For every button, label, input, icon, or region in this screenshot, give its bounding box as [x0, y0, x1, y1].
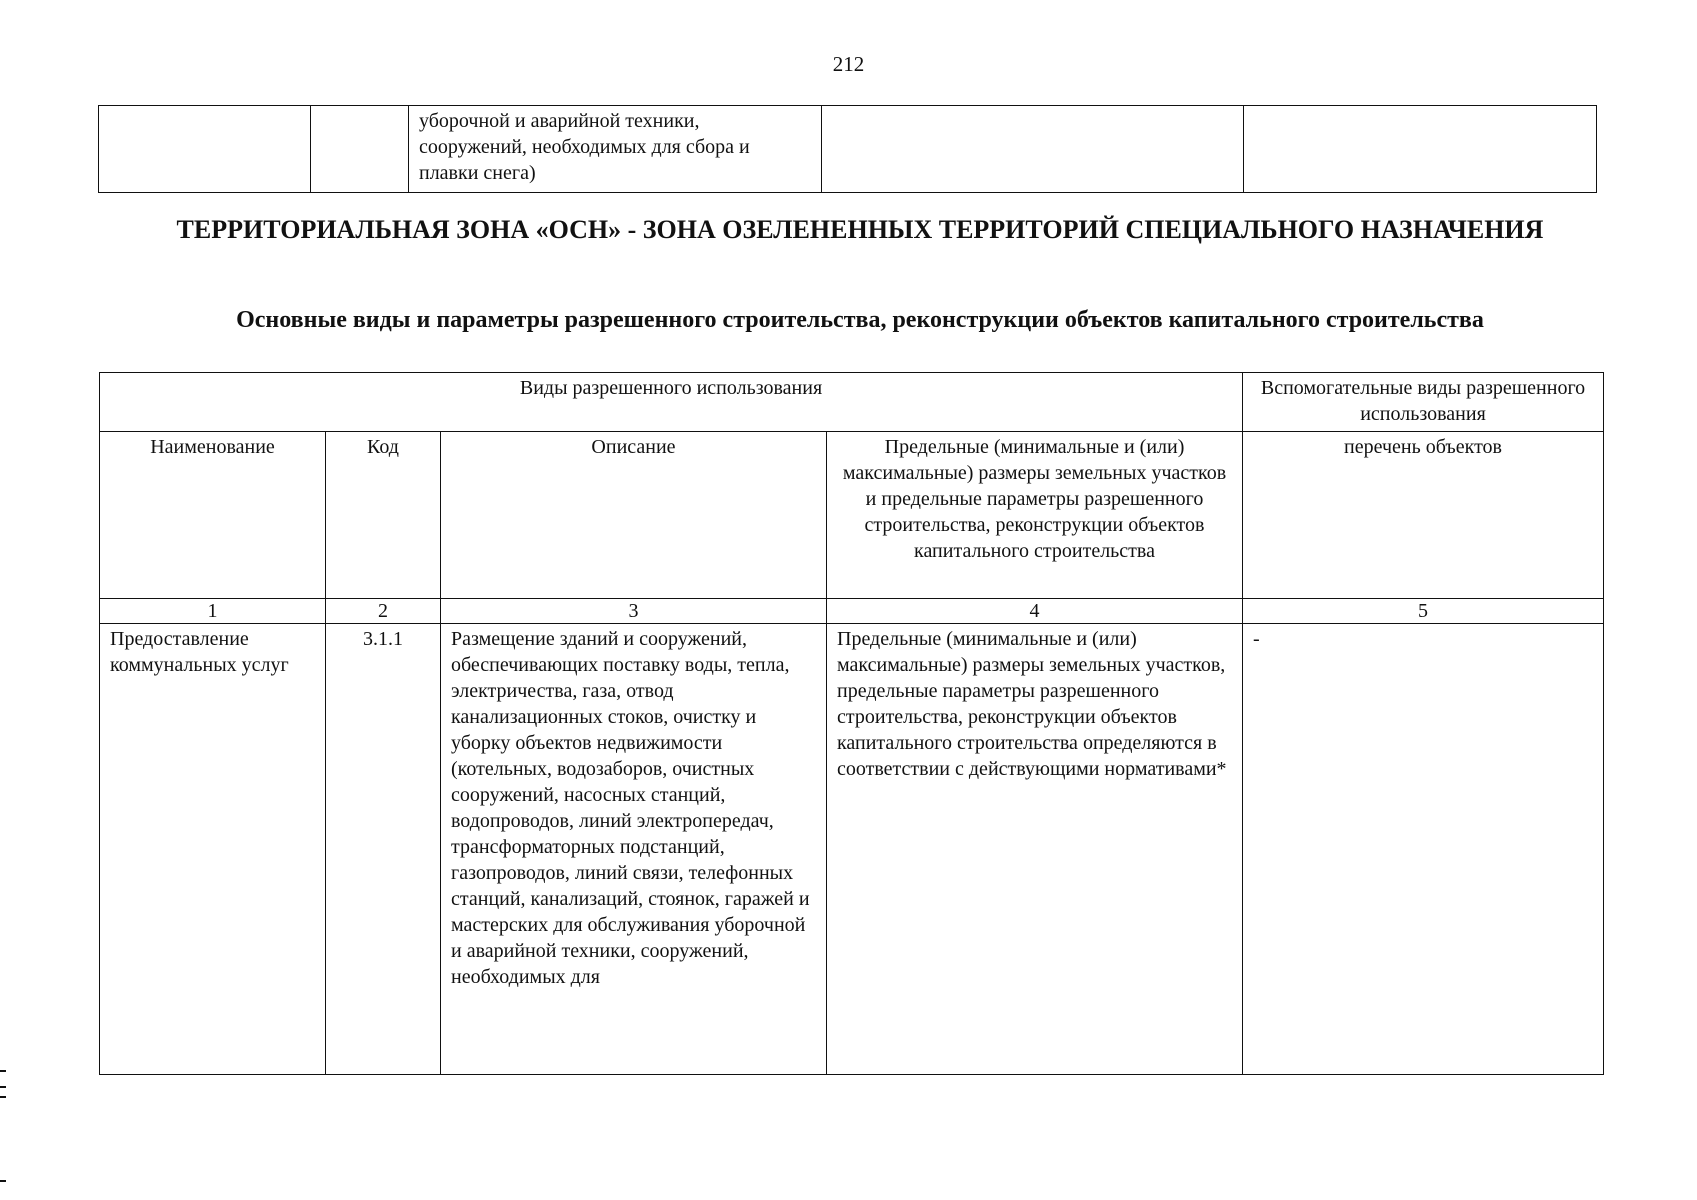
cell-code: 3.1.1 — [326, 624, 441, 1075]
section-subtitle: Основные виды и параметры разрешенного строительства, реконструкции объектов капитального строительства — [236, 307, 1484, 333]
empty-cell — [311, 106, 409, 193]
header-permitted-uses: Виды разрешенного использования — [100, 373, 1243, 432]
table-header-row — [100, 432, 1604, 599]
cell-name: Предоставление коммунальных услуг — [100, 624, 326, 1075]
column-number-row — [100, 599, 1604, 624]
column-number: 2 — [326, 599, 441, 624]
scan-edge-mark — [0, 1096, 6, 1098]
table-row — [99, 106, 1597, 193]
permitted-uses-table — [99, 372, 1604, 1075]
scan-edge-mark — [0, 1086, 6, 1088]
header-auxiliary-uses: Вспомогательные виды разрешенного использования — [1243, 373, 1604, 432]
header-description: Описание — [441, 432, 827, 599]
description-cell: уборочной и аварийной техники, сооружений, необходимых для сбора и плавки снега) — [409, 106, 822, 193]
empty-cell — [99, 106, 311, 193]
cell-description: Размещение зданий и сооружений, обеспечивающих поставку воды, тепла, электричества, газа, отвод канализационных стоков, очистку и уборку объектов недвижимости (котельных, водозаборов, очистных сооружений, насосных станций, водопроводов, линий электропередач, трансформаторных подстанций, газопроводов, линий связи, телефонных станций, канализаций, стоянок, гаражей и мастерских для обслуживания уборочной и аварийной техники, сооружений, необходимых для — [441, 624, 827, 1075]
scan-edge-mark — [0, 1180, 6, 1182]
table-header-row — [100, 373, 1604, 432]
empty-cell — [822, 106, 1244, 193]
column-number: 4 — [827, 599, 1243, 624]
header-limits: Предельные (минимальные и (или) максимальные) размеры земельных участков и предельные параметры разрешенного строительства, реконструкции объектов капитального строительства — [827, 432, 1243, 599]
header-objects-list: перечень объектов — [1243, 432, 1604, 599]
column-number: 1 — [100, 599, 326, 624]
scan-edge-mark — [0, 1070, 6, 1072]
header-code: Код — [326, 432, 441, 599]
cell-auxiliary: - — [1243, 624, 1604, 1075]
table-row — [100, 624, 1604, 1075]
column-number: 3 — [441, 599, 827, 624]
header-name: Наименование — [100, 432, 326, 599]
column-number: 5 — [1243, 599, 1604, 624]
page-number: 212 — [832, 52, 865, 76]
empty-cell — [1244, 106, 1597, 193]
zone-title: ТЕРРИТОРИАЛЬНАЯ ЗОНА «ОСН» - ЗОНА ОЗЕЛЕНЕННЫХ ТЕРРИТОРИЙ СПЕЦИАЛЬНОГО НАЗНАЧЕНИЯ — [176, 215, 1544, 244]
continued-table-fragment — [98, 105, 1597, 193]
cell-limits: Предельные (минимальные и (или) максимальные) размеры земельных участков, предельные параметры разрешенного строительства, реконструкции объектов капитального строительства определяются в соответствии с действующими нормативами* — [827, 624, 1243, 1075]
